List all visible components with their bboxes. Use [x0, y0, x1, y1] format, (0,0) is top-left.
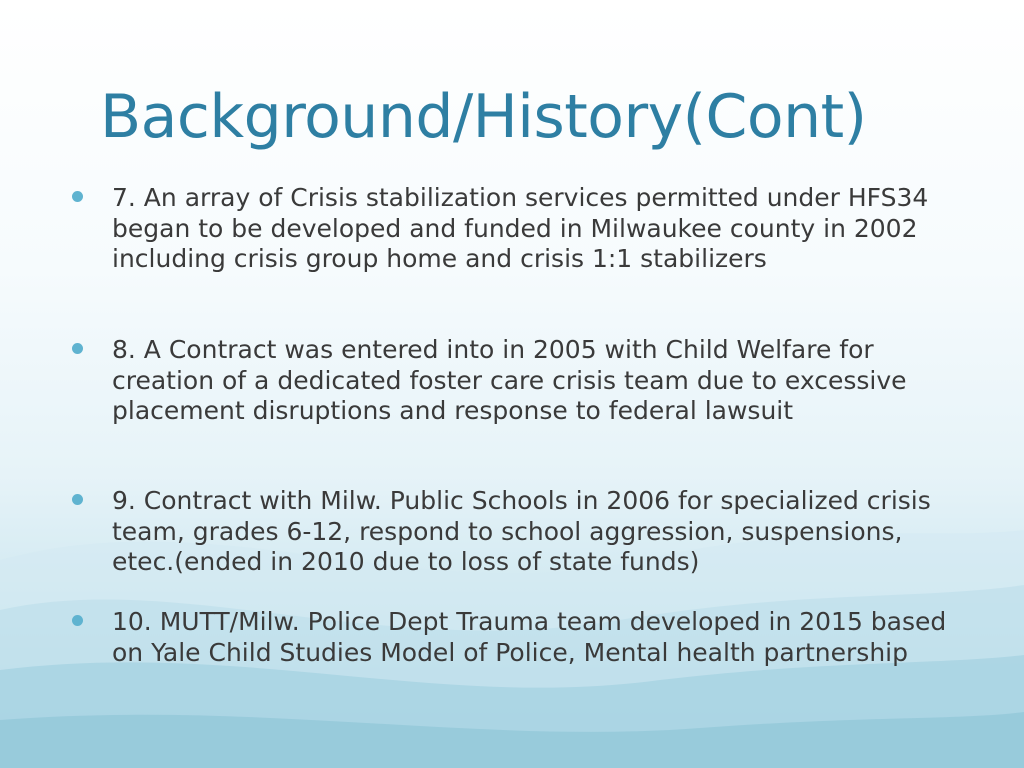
bullet-item-2	[112, 335, 962, 427]
bullet-item-3	[112, 486, 962, 578]
bullet-dot-icon	[72, 494, 83, 505]
bullet-text: 7. An array of Crisis stabilization services permitted under HFS34 began to be developed and funded in Milwaukee county in 2002 including crisis group home and crisis 1:1 stabilizers	[112, 183, 929, 273]
bullet-dot-icon	[72, 343, 83, 354]
bullet-text: 10. MUTT/Milw. Police Dept Trauma team developed in 2015 based on Yale Child Studies Model of Police, Mental health partnership	[112, 607, 947, 667]
bullet-text: 8. A Contract was entered into in 2005 with Child Welfare for creation of a dedicated foster care crisis team due to excessive placement disruptions and response to federal lawsuit	[112, 335, 907, 425]
bullet-item-1	[112, 183, 962, 275]
slide-title: Background/History(Cont)	[100, 82, 867, 152]
bullet-dot-icon	[72, 615, 83, 626]
bullet-item-4	[112, 607, 962, 668]
bullet-text: 9. Contract with Milw. Public Schools in 2006 for specialized crisis team, grades 6-12, respond to school aggression, suspensions, etec.(ended in 2010 due to loss of state funds)	[112, 486, 931, 576]
bullet-dot-icon	[72, 191, 83, 202]
